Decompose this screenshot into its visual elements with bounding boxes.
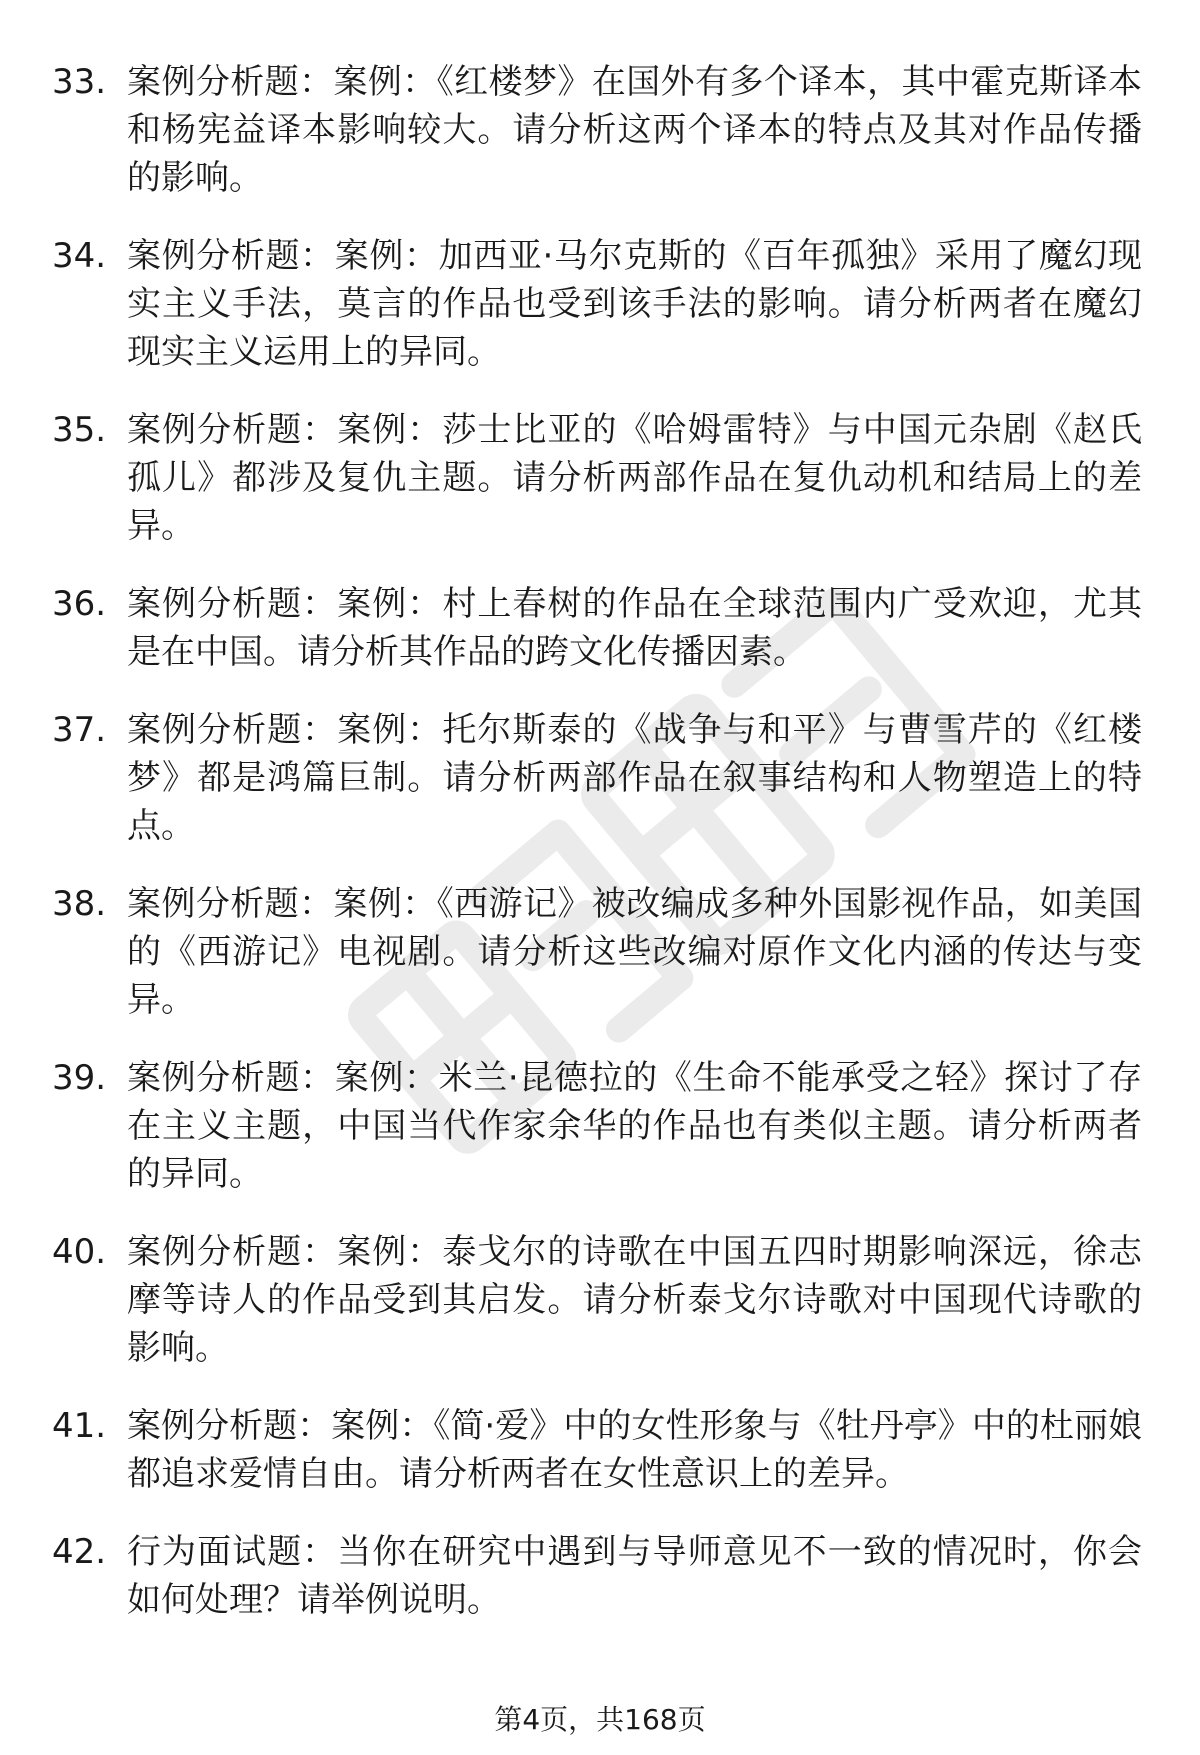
question-text: 案例分析题：案例：泰戈尔的诗歌在中国五四时期影响深远，徐志摩等诗人的作品受到其启发。请分析泰戈尔诗歌对中国现代诗歌的影响。 bbox=[127, 1232, 1142, 1368]
question-list bbox=[52, 58, 1142, 1654]
question-text: 案例分析题：案例：托尔斯泰的《战争与和平》与曹雪芹的《红楼梦》都是鸿篇巨制。请分析两部作品在叙事结构和人物塑造上的特点。 bbox=[127, 710, 1142, 846]
question-number: 42. bbox=[52, 1532, 107, 1572]
question-number: 38. bbox=[52, 884, 107, 924]
question-number: 34. bbox=[52, 236, 107, 276]
question-number: 33. bbox=[52, 62, 107, 102]
question-item-38 bbox=[52, 880, 1142, 1024]
question-text: 行为面试题：当你在研究中遇到与导师意见不一致的情况时，你会如何处理？请举例说明。 bbox=[127, 1532, 1142, 1620]
question-number: 36. bbox=[52, 584, 107, 624]
question-text: 案例分析题：案例：《简·爱》中的女性形象与《牡丹亭》中的杜丽娘都追求爱情自由。请分析两者在女性意识上的差异。 bbox=[127, 1406, 1142, 1494]
question-item-37 bbox=[52, 706, 1142, 850]
question-item-39 bbox=[52, 1054, 1142, 1198]
question-item-40 bbox=[52, 1228, 1142, 1372]
question-text: 案例分析题：案例：《西游记》被改编成多种外国影视作品，如美国的《西游记》电视剧。请分析这些改编对原作文化内涵的传达与变异。 bbox=[127, 884, 1142, 1020]
question-item-33 bbox=[52, 58, 1142, 202]
question-number: 41. bbox=[52, 1406, 107, 1446]
question-item-36 bbox=[52, 580, 1142, 676]
question-text: 案例分析题：案例：米兰·昆德拉的《生命不能承受之轻》探讨了存在主义主题，中国当代作家余华的作品也有类似主题。请分析两者的异同。 bbox=[127, 1058, 1142, 1194]
question-text: 案例分析题：案例：莎士比亚的《哈姆雷特》与中国元杂剧《赵氏孤儿》都涉及复仇主题。请分析两部作品在复仇动机和结局上的差异。 bbox=[127, 410, 1142, 546]
question-text: 案例分析题：案例：村上春树的作品在全球范围内广受欢迎，尤其是在中国。请分析其作品的跨文化传播因素。 bbox=[127, 584, 1142, 672]
question-text: 案例分析题：案例：《红楼梦》在国外有多个译本，其中霍克斯译本和杨宪益译本影响较大。请分析这两个译本的特点及其对作品传播的影响。 bbox=[127, 62, 1142, 198]
question-item-35 bbox=[52, 406, 1142, 550]
question-item-41 bbox=[52, 1402, 1142, 1498]
question-item-42 bbox=[52, 1528, 1142, 1624]
page-footer: 第4页，共168页 bbox=[494, 1703, 706, 1736]
question-text: 案例分析题：案例：加西亚·马尔克斯的《百年孤独》采用了魔幻现实主义手法，莫言的作品也受到该手法的影响。请分析两者在魔幻现实主义运用上的异同。 bbox=[127, 236, 1142, 372]
question-number: 37. bbox=[52, 710, 107, 750]
question-number: 35. bbox=[52, 410, 107, 450]
question-item-34 bbox=[52, 232, 1142, 376]
question-number: 39. bbox=[52, 1058, 107, 1098]
question-number: 40. bbox=[52, 1232, 107, 1272]
